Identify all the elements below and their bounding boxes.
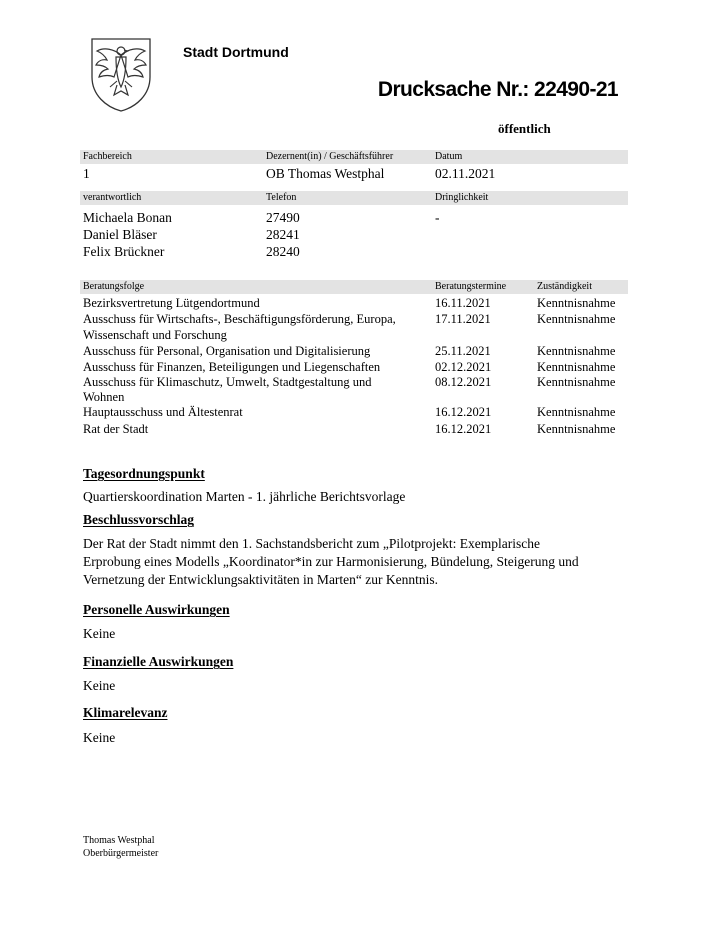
document-number: Drucksache Nr.: 22490-21 bbox=[377, 78, 618, 101]
meeting-date: 02.12.2021 bbox=[435, 360, 492, 374]
city-name: Stadt Dortmund bbox=[183, 44, 289, 60]
meeting-date: 16.12.2021 bbox=[435, 422, 492, 436]
meeting-date: 16.11.2021 bbox=[435, 296, 491, 310]
committee-name: Ausschuss für Klimaschutz, Umwelt, Stadtgestaltung und bbox=[83, 375, 372, 389]
meeting-date: 25.11.2021 bbox=[435, 344, 491, 358]
meeting-date-label: Beratungstermine bbox=[435, 281, 507, 292]
signature-role: Oberbürgermeister bbox=[83, 848, 159, 859]
visibility-label: öffentlich bbox=[498, 121, 551, 136]
agenda-text: Quartierskoordination Marten - 1. jährliche Berichtsvorlage bbox=[83, 489, 406, 504]
meta2-header-bar bbox=[80, 191, 628, 205]
proposal-title: Beschlussvorschlag bbox=[83, 512, 195, 527]
committee-name: Ausschuss für Wirtschafts-, Beschäftigungsförderung, Europa, bbox=[83, 312, 396, 326]
proposal-line: Der Rat der Stadt nimmt den 1. Sachstandsbericht zum „Pilotprojekt: Exemplarische bbox=[83, 536, 541, 551]
competence: Kenntnisnahme bbox=[537, 375, 616, 389]
financial-title: Finanzielle Auswirkungen bbox=[83, 654, 234, 669]
financial-text: Keine bbox=[83, 678, 116, 693]
meeting-date: 16.12.2021 bbox=[435, 405, 492, 419]
dept-label: Fachbereich bbox=[83, 151, 132, 162]
urgency-value: - bbox=[435, 210, 440, 225]
phone-label: Telefon bbox=[266, 192, 297, 203]
competence: Kenntnisnahme bbox=[537, 296, 616, 310]
committee-name-cont: Wissenschaft und Forschung bbox=[83, 328, 227, 342]
dortmund-eagle-crest-icon bbox=[90, 37, 152, 113]
meeting-date: 17.11.2021 bbox=[435, 312, 491, 326]
signature-name: Thomas Westphal bbox=[83, 835, 155, 846]
responsible-phone: 27490 bbox=[266, 210, 300, 225]
meeting-date: 08.12.2021 bbox=[435, 375, 492, 389]
date-value: 02.11.2021 bbox=[435, 166, 496, 181]
committee-label: Beratungsfolge bbox=[83, 281, 145, 292]
competence-label: Zuständigkeit bbox=[537, 281, 592, 292]
personnel-title: Personelle Auswirkungen bbox=[83, 602, 230, 617]
proposal-line: Erprobung eines Modells „Koordinator*in zur Harmonisierung, Bündelung, Steigerung und bbox=[83, 554, 579, 569]
meta1-header-bar bbox=[80, 150, 628, 164]
responsible-name: Felix Brückner bbox=[83, 244, 165, 259]
agenda-title: Tagesordnungspunkt bbox=[83, 466, 205, 481]
committee-name: Rat der Stadt bbox=[83, 422, 149, 436]
officer-value: OB Thomas Westphal bbox=[266, 166, 385, 181]
responsible-phone: 28240 bbox=[266, 244, 300, 259]
competence: Kenntnisnahme bbox=[537, 312, 616, 326]
committee-name: Bezirksvertretung Lütgendortmund bbox=[83, 296, 260, 310]
responsible-name: Michaela Bonan bbox=[83, 210, 172, 225]
competence: Kenntnisnahme bbox=[537, 422, 616, 436]
dept-value: 1 bbox=[83, 166, 90, 181]
committee-name: Ausschuss für Personal, Organisation und Digitalisierung bbox=[83, 344, 371, 358]
committee-name: Hauptausschuss und Ältestenrat bbox=[83, 405, 243, 419]
committee-name: Ausschuss für Finanzen, Beteiligungen und Liegenschaften bbox=[83, 360, 381, 374]
proposal-line: Vernetzung der Entwicklungsaktivitäten in Marten“ zur Kenntnis. bbox=[83, 572, 439, 587]
consultation-header-bar bbox=[80, 280, 628, 294]
climate-text: Keine bbox=[83, 730, 116, 745]
date-label: Datum bbox=[435, 151, 463, 162]
officer-label: Dezernent(in) / Geschäftsführer bbox=[266, 151, 394, 162]
responsible-phone: 28241 bbox=[266, 227, 300, 242]
personnel-text: Keine bbox=[83, 626, 116, 641]
climate-title: Klimarelevanz bbox=[83, 705, 168, 720]
competence: Kenntnisnahme bbox=[537, 405, 616, 419]
responsible-label: verantwortlich bbox=[83, 192, 142, 203]
competence: Kenntnisnahme bbox=[537, 360, 616, 374]
urgency-label: Dringlichkeit bbox=[435, 192, 489, 203]
competence: Kenntnisnahme bbox=[537, 344, 616, 358]
responsible-name: Daniel Bläser bbox=[83, 227, 157, 242]
committee-name-cont: Wohnen bbox=[83, 390, 125, 404]
